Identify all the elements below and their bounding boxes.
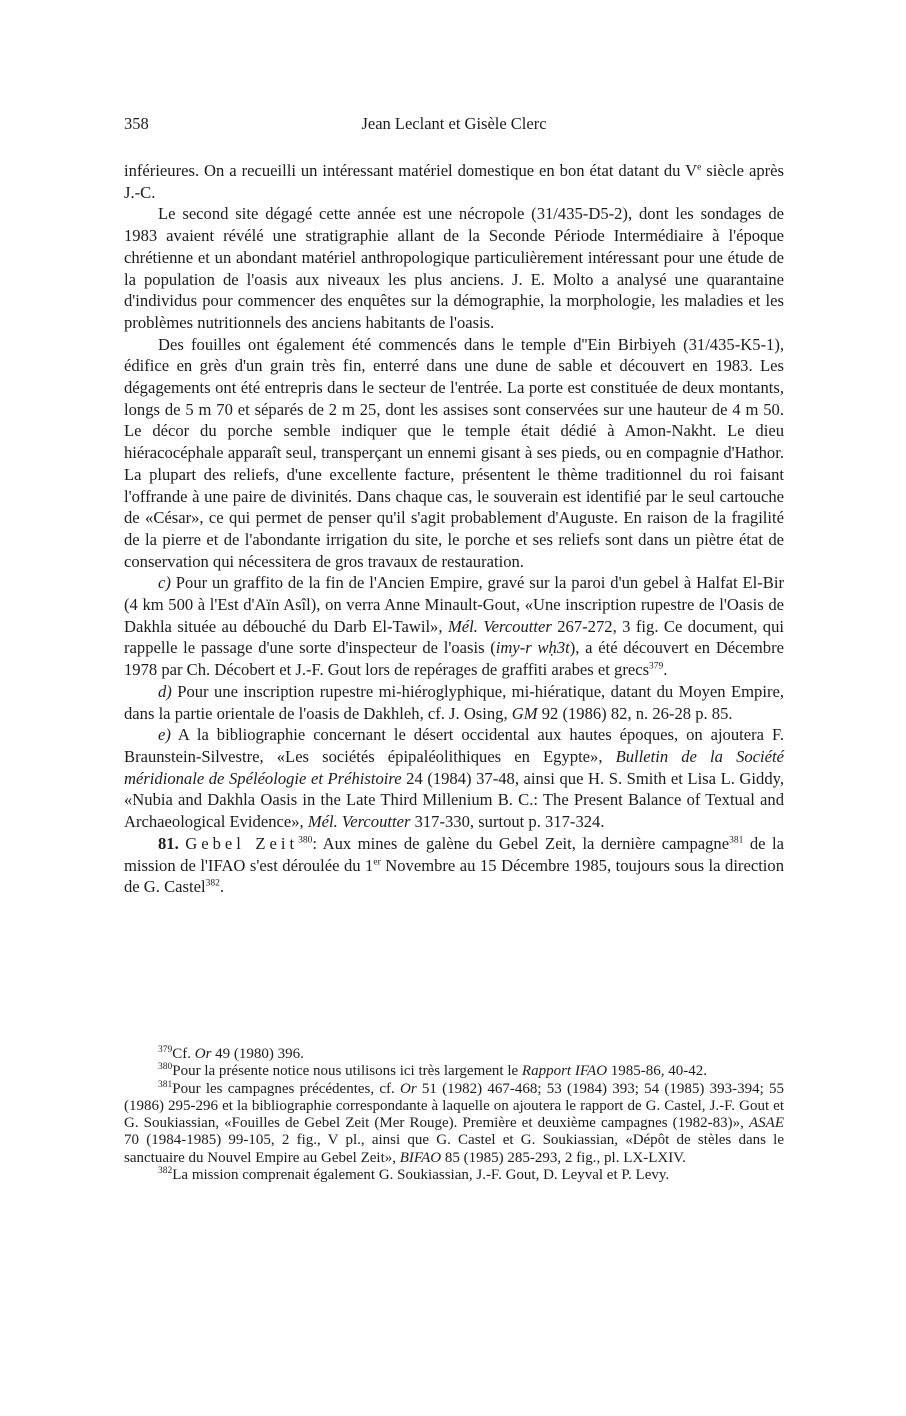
paragraph-e-bibliographie: e) A la bibliographie concernant le désert occidental aux hautes époques, on ajoutera F. Braunstein-Silvestre, «Les sociétés épipaléolithiques en Egypte», Bulletin de la Société méridionale de Spéléologie et Préhistoire 24 (1984) 37-48, ainsi que H. S. Smith et Lisa L. Giddy, «Nubia and Dakhla Oasis in the Late Third Millenium B. C.: The Present Balance of Textual and Archaeological Evidence», Mél. Vercoutter 317-330, surtout p. 317-324. [124,725,784,832]
paragraph-d-inscription: d) Pour une inscription rupestre mi-hiéroglyphique, mi-hiératique, datant du Moyen Empire, dans la partie orientale de l'oasis de Dakhleh, cf. J. Osing, GM 92 (1986) 82, n. 26-28 p. 85. [124,681,784,723]
paragraph-continuation: inférieures. On a recueilli un intéressant matériel domestique en bon état datant du Ve siècle après J.-C. [124,161,784,202]
section-number: 81. [158,833,179,853]
footnote-380: $^{380}$Pour la présente notice nous utilisons ici très largement le Rapport IFAO 1985-86, 40-42. [158,1062,708,1080]
section-title: Gebel Zeit [185,833,299,853]
main-text [124,160,784,898]
paragraph-necropole: Le second site dégagé cette année est une nécropole (31/435-D5-2), dont les sondages de 1983 avaient révélé une stratigraphie allant de la Seconde Période Intermédiaire à l'époque chrétienne et un abondant matériel anthropologique particulièrement intéressant pour une étude de la population de l'oasis aux niveaux les plus anciens. J. E. Molto a analysé une quarantaine d'individus pour commencer des enquêtes sur la démographie, la morphologie, les maladies et les problèmes nutritionnels des anciens habitants de l'oasis. [124,204,784,332]
paragraph-temple: Des fouilles ont également été commencés dans le temple d''Ein Birbiyeh (31/435-K5-1), édifice en grès d'un grain très fin, enterré dans une dune de sable et découvert en 1983. Les dégagements ont été entrepris dans le secteur de l'entrée. La porte est constituée de deux montants, longs de 5 m 70 et séparés de 2 m 25, dont les assises sont conservées sur une hauteur de 4 m 50. Le décor du porche semble indiquer que le temple était dédié à Amon-Nakht. Le dieu hiéracocéphale apparaît seul, transperçant un ennemi gisant à ses pieds, ou en compagnie d'Hathor. La plupart des reliefs, d'une excellente facture, présentent le thème traditionnel du roi faisant l'offrande à une paire de divinités. Dans chaque cas, le souverain est identifié par le seul cartouche de «César», ce qui permet de penser qu'il s'agit probablement d'Auguste. En raison de la fragilité de la pierre et de l'abondante irrigation du site, le porche et ses reliefs sont dans un piètre état de conservation qui nécessitera de gros travaux de restauration. [124,334,784,571]
footnote-381: $^{381}$Pour les campagnes précédentes, cf. Or 51 (1982) 467-468; 53 (1984) 393; 54 (1985) 393-394; 55 (1986) 295-296 et la bibliographie correspondante à laquelle on ajoutera le rapport de G. Castel, J.-F. Gout et G. Soukiassian, «Fouilles de Gebel Zeit (Mer Rouge). Première et deuxième campagnes (1982-83)», ASAE 70 (1984-1985) 99-105, 2 fig., V pl., ainsi que G. Castel et G. Soukiassian, «Dépôt de stèles dans le sanctuaire du Nouvel Empire au Gebel Zeit», BIFAO 85 (1985) 285-293, 2 fig., pl. LX-LXIV. [124,1079,785,1166]
footnote-ref-381[interactable]: 381 [729,835,744,846]
footnote-382: $^{382}$La mission comprenait également G. Soukiassian, J.-F. Gout, D. Leyval et P. Levy. [158,1166,670,1184]
page-number: 358 [124,114,149,133]
footnote-ref-379[interactable]: 379 [649,661,664,672]
paragraph-c-graffito: c) Pour un graffito de la fin de l'Ancien Empire, gravé sur la paroi d'un gebel à Halfat El-Bir (4 km 500 à l'Est d'Aïn Asîl), on verra Anne Minault-Gout, «Une inscription rupestre de l'Oasis de Dakhla située au débouché du Darb El-Tawil», Mél. Vercoutter 267-272, 3 fig. Ce document, qui rappelle le passage d'une sorte d'inspecteur de l'oasis (imy-r wḥ3t), a été découvert en Décembre 1978 par Ch. Décobert et J.-F. Gout lors de repérages de graffiti arabes et grecs$^{379}$. [124,573,784,680]
footnote-ref-382[interactable]: 382 [205,878,220,889]
footnote-ref-380[interactable]: 380 [298,835,313,846]
footnote-379: $^{379}$Cf. Or 49 (1980) 396. [158,1045,304,1062]
page-header [124,114,784,140]
section-81-gebel-zeit: 81. Gebel Zeit$^{380}$: Aux mines de galène du Gebel Zeit, la dernière campagne$^{381}$ de la mission de l'IFAO s'est déroulée du 1er Novembre au 15 Décembre 1985, toujours sous la direction de G. Castel$^{382}$. [124,833,785,897]
running-title: Jean Leclant et Gisèle Clerc [361,114,547,133]
footnotes [124,1046,784,1184]
